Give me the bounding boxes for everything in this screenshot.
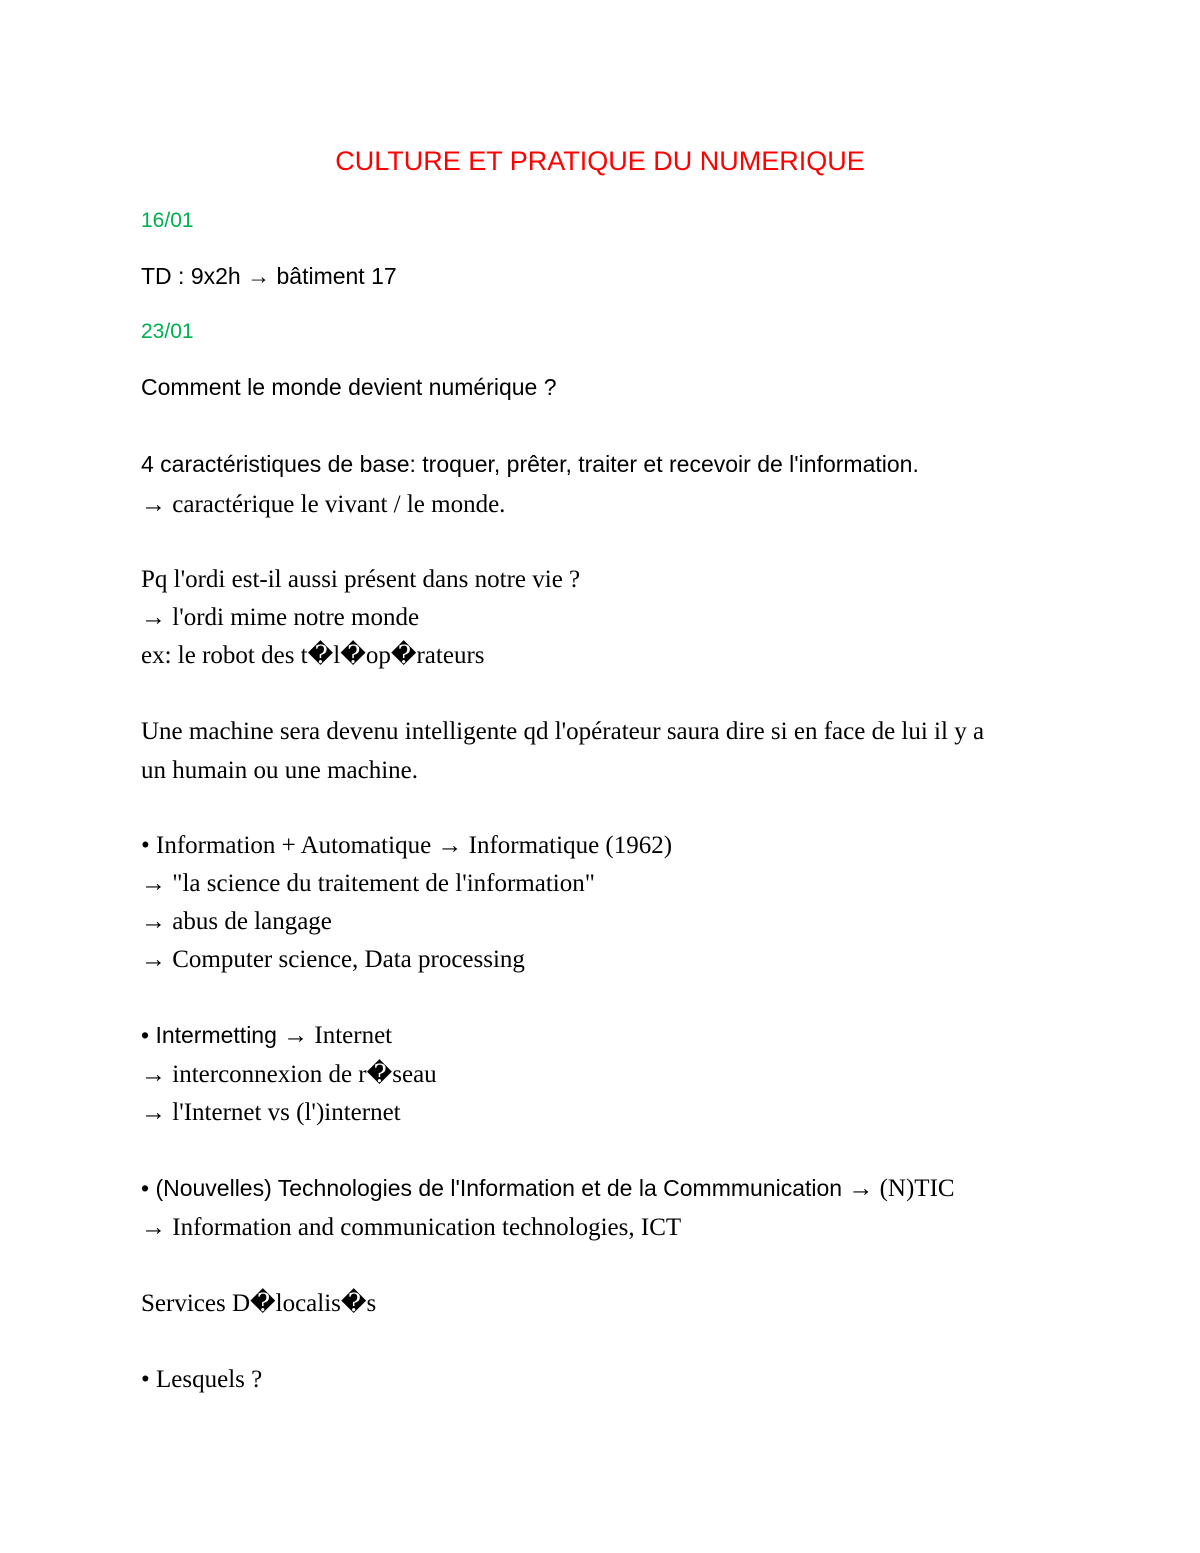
characteristics-line: 4 caractéristiques de base: troquer, prêter, traiter et recevoir de l'information. bbox=[141, 451, 919, 477]
lesquels-line: • Lesquels ? bbox=[141, 1366, 263, 1393]
ntic-line-1 bbox=[141, 1176, 955, 1201]
td-line: TD : 9x2h → bâtiment 17 bbox=[141, 263, 397, 289]
date-heading-2: 23/01 bbox=[141, 320, 194, 343]
informatique-line-3: → abus de langage bbox=[141, 908, 332, 935]
ntic-line-1-text: • (Nouvelles) Technologies de l'Information et de la Commmunication bbox=[141, 1175, 843, 1201]
informatique-line-1: • Information + Automatique → Informatique (1962) bbox=[141, 832, 673, 859]
informatique-line-2: → "la science du traitement de l'information" bbox=[141, 870, 595, 897]
internet-line-1 bbox=[141, 1023, 392, 1048]
ntic-line-2: → Information and communication technologies, ICT bbox=[141, 1214, 682, 1241]
machine-line-2: un humain ou une machine. bbox=[141, 757, 419, 784]
vivant-line: → caractérique le vivant / le monde. bbox=[141, 491, 506, 518]
internet-line-3: → l'Internet vs (l')internet bbox=[141, 1099, 401, 1126]
internet-line-2: → interconnexion de r�seau bbox=[141, 1061, 437, 1088]
date-heading-1: 16/01 bbox=[141, 209, 194, 232]
example-line: ex: le robot des t�l�op�rateurs bbox=[141, 642, 485, 669]
ntic-line-1-rest: → (N)TIC bbox=[842, 1175, 955, 1202]
informatique-line-4: → Computer science, Data processing bbox=[141, 946, 525, 973]
internet-line-1-bullet-text: • Intermetting bbox=[141, 1022, 277, 1048]
services-line: Services D�localis�s bbox=[141, 1290, 377, 1317]
pq-line: Pq l'ordi est-il aussi présent dans notre vie ? bbox=[141, 566, 581, 593]
question-line: Comment le monde devient numérique ? bbox=[141, 374, 557, 400]
mime-line: → l'ordi mime notre monde bbox=[141, 604, 420, 631]
document-title: CULTURE ET PRATIQUE DU NUMERIQUE bbox=[335, 146, 865, 176]
machine-line-1: Une machine sera devenu intelligente qd l'opérateur saura dire si en face de lui il y a bbox=[141, 718, 985, 745]
internet-line-1-rest: → Internet bbox=[276, 1022, 393, 1049]
